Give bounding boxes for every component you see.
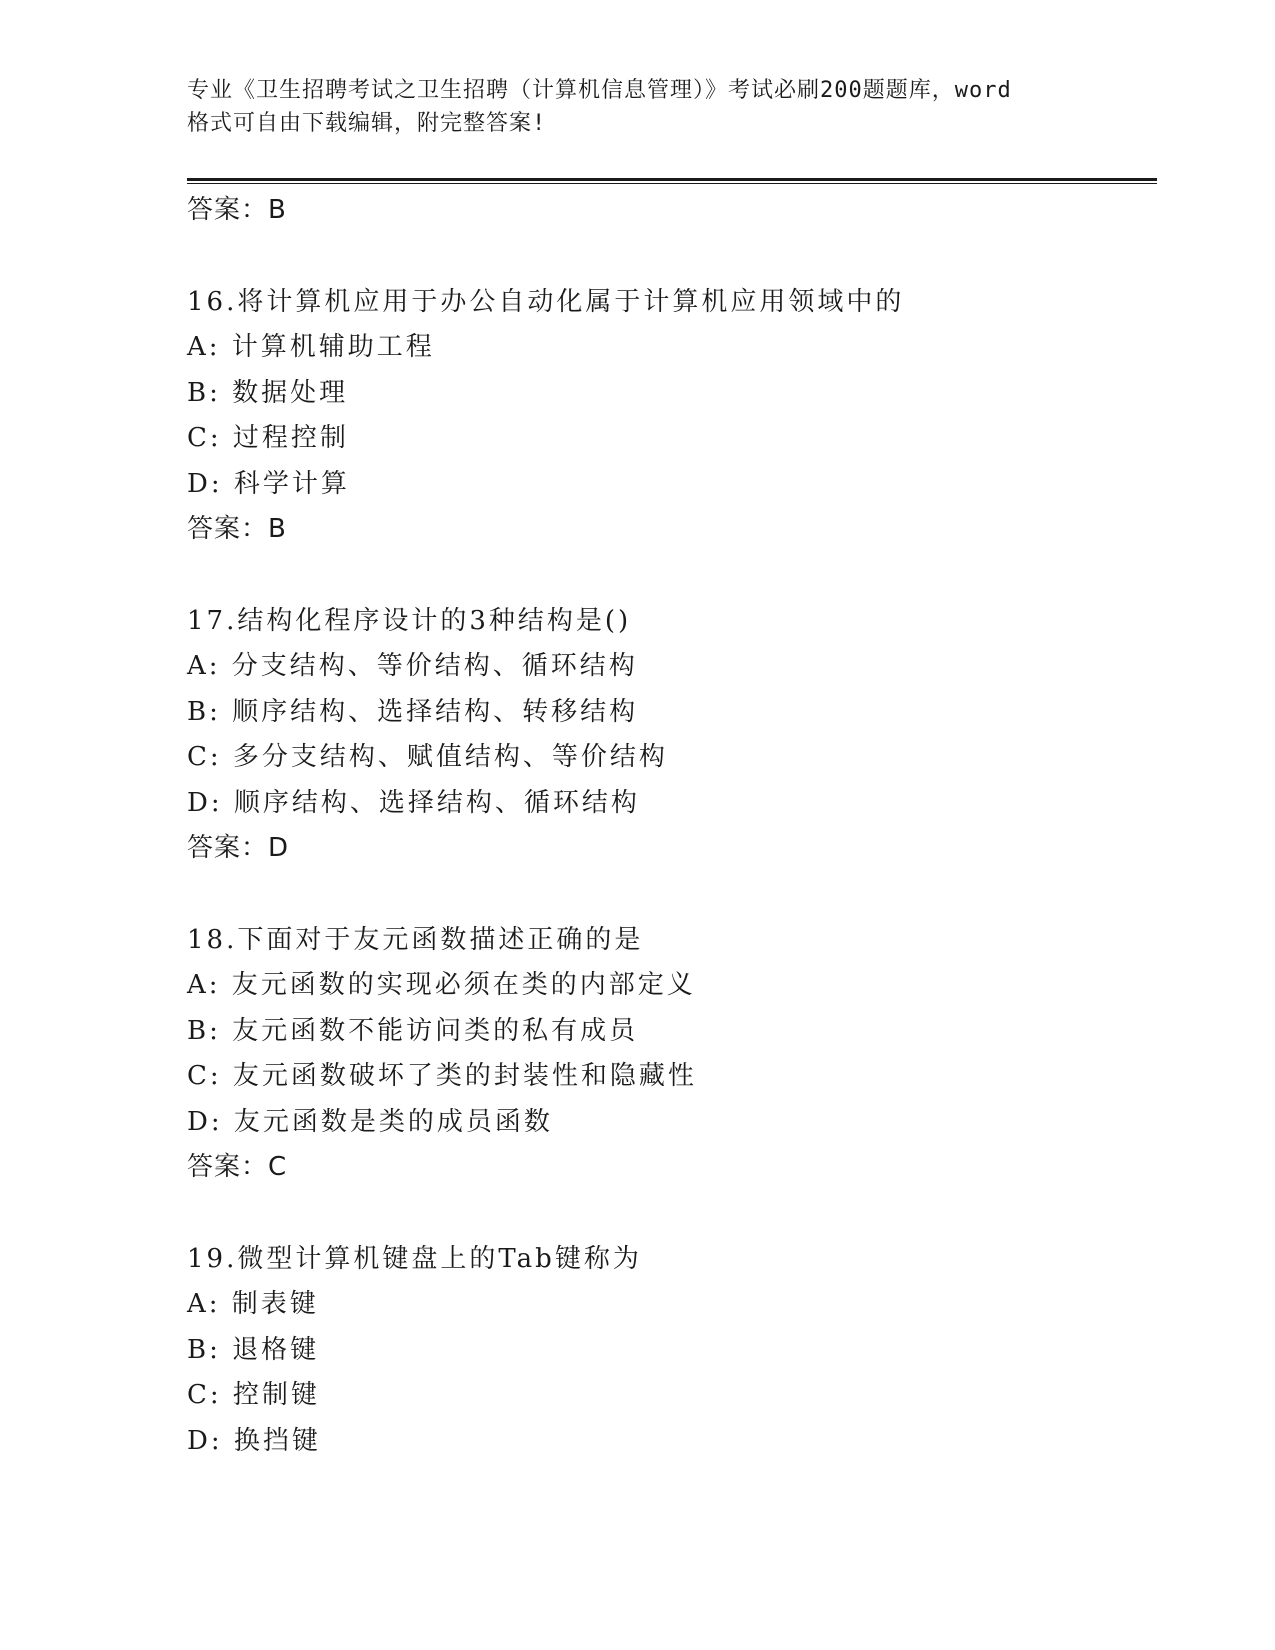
header-line-1: 专业《卫生招聘考试之卫生招聘（计算机信息管理）》考试必刷200题题库，word (187, 78, 1012, 103)
question-stem: 19.微型计算机键盘上的Tab键称为 (187, 1243, 642, 1274)
question-17 (187, 599, 1157, 872)
option-a: A: 计算机辅助工程 (187, 332, 435, 362)
document-header (187, 74, 1097, 140)
option-d: D: 科学计算 (187, 468, 350, 499)
spacer (187, 553, 1157, 599)
option-a: A: 制表键 (187, 1289, 319, 1319)
option-d: D: 换挡键 (187, 1425, 321, 1456)
option-c: C: 多分支结构、赋值结构、等价结构 (187, 742, 668, 772)
header-line-2: 格式可自由下载编辑，附完整答案! (187, 111, 547, 136)
question-stem: 17.结构化程序设计的3种结构是() (187, 605, 632, 636)
question-19 (187, 1237, 1157, 1465)
question-stem: 18.下面对于友元函数描述正确的是 (187, 924, 644, 955)
spacer (187, 1191, 1157, 1237)
question-content (187, 188, 1157, 1464)
option-c: C: 过程控制 (187, 423, 349, 453)
option-a: A: 分支结构、等价结构、循环结构 (187, 651, 638, 681)
spacer (187, 872, 1157, 918)
option-b: B: 退格键 (187, 1334, 320, 1365)
answer-line: 答案：C (187, 1152, 288, 1182)
spacer (187, 234, 1157, 280)
header-rule-thin (187, 183, 1157, 184)
option-c: C: 控制键 (187, 1380, 320, 1410)
option-d: D: 友元函数是类的成员函数 (187, 1106, 553, 1137)
option-c: C: 友元函数破坏了类的封装性和隐藏性 (187, 1061, 697, 1091)
option-a: A: 友元函数的实现必须在类的内部定义 (187, 970, 696, 1000)
option-d: D: 顺序结构、选择结构、循环结构 (187, 787, 640, 818)
question-stem: 16.将计算机应用于办公自动化属于计算机应用领域中的 (187, 286, 905, 317)
option-b: B: 数据处理 (187, 377, 349, 408)
header-rule-thick (187, 178, 1157, 181)
answer-line: 答案：B (187, 514, 287, 544)
question-16 (187, 280, 1157, 553)
option-b: B: 顺序结构、选择结构、转移结构 (187, 696, 639, 727)
option-b: B: 友元函数不能访问类的私有成员 (187, 1015, 639, 1046)
question-18 (187, 918, 1157, 1191)
answer-line: 答案：D (187, 833, 290, 863)
answer-line: 答案：B (187, 195, 287, 225)
